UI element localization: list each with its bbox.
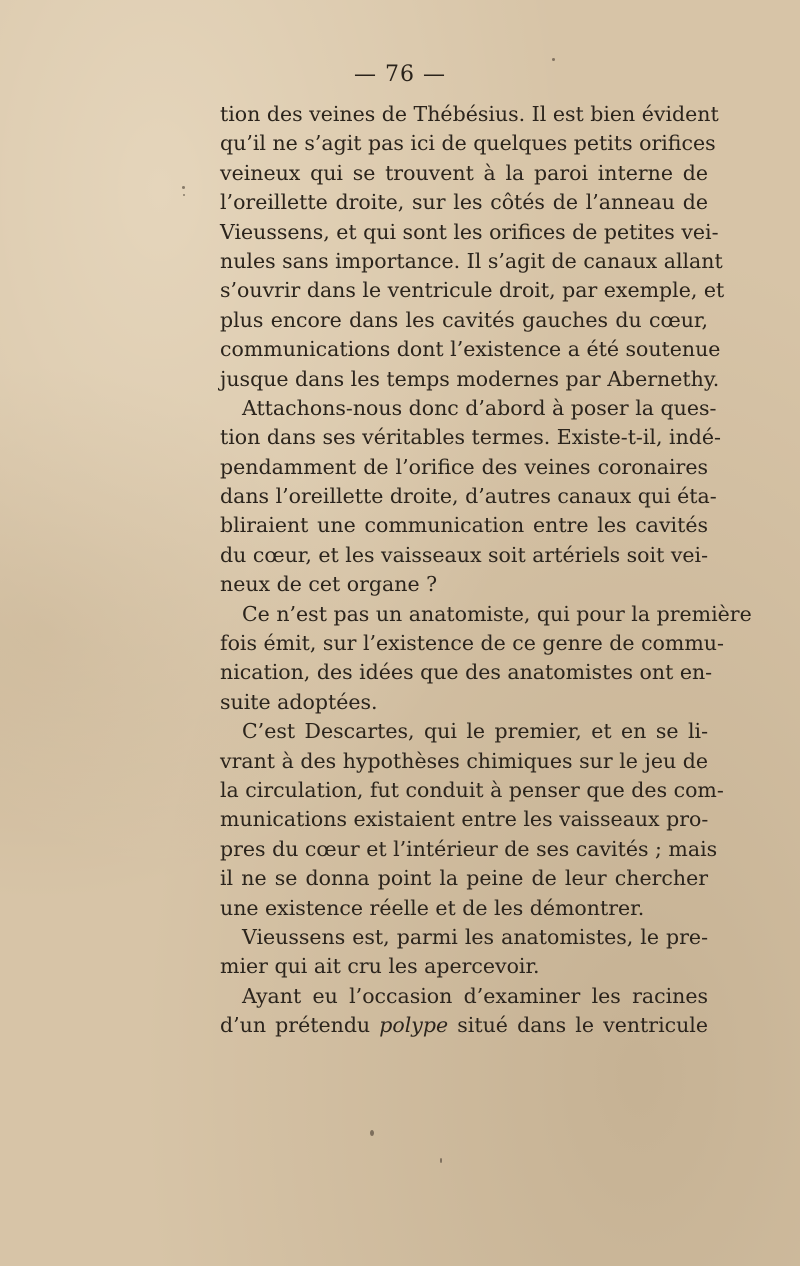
text-line: bliraient une communication entre les cavités (220, 513, 708, 538)
text-line: dans l’oreillette droite, d’autres canaux qui éta- (220, 484, 717, 509)
body-text (220, 100, 752, 1041)
text-line: pres du cœur et l’intérieur de ses cavités ; mais (220, 836, 718, 861)
text-line: Ayant eu l’occasion d’examiner les racines (242, 983, 708, 1008)
text-line: il ne se donna point la peine de leur chercher (220, 866, 708, 891)
text-line: tion dans ses véritables termes. Existe-t-il, indé- (220, 425, 721, 450)
text-line: veineux qui se trouvent à la paroi interne de (220, 160, 708, 185)
text-line: plus encore dans les cavités gauches du cœur, (220, 307, 708, 332)
text-line: Vieussens est, parmi les anatomistes, le pre- (242, 924, 708, 949)
text-line: neux de cet organe ? (220, 572, 438, 597)
text-line: jusque dans les temps modernes par Abernethy. (220, 366, 720, 391)
text-line: communications dont l’existence a été soutenue (220, 337, 721, 362)
text-line: munications existaient entre les vaisseaux pro- (220, 807, 709, 832)
text-line: du cœur, et les vaisseaux soit artériels soit vei- (220, 542, 709, 567)
page-number: — 76 — (354, 62, 446, 87)
text-line: nules sans importance. Il s’agit de canaux allant (220, 248, 723, 273)
paper-speck (182, 186, 185, 189)
text-line: Attachons-nous donc d’abord à poser la ques- (242, 395, 717, 420)
paper-speck (370, 1130, 374, 1136)
italic-word: polype (379, 1013, 449, 1038)
paper-speck (440, 1158, 442, 1163)
text-line: pendamment de l’orifice des veines coronaires (220, 454, 708, 479)
text-line: Ce n’est pas un anatomiste, qui pour la première (242, 601, 752, 626)
paper-speck (552, 58, 555, 61)
text-line: tion des veines de Thébésius. Il est bien évident (220, 102, 719, 126)
text-line: vrant à des hypothèses chimiques sur le jeu de (220, 748, 708, 773)
text-segment: d’un prétendu (220, 1013, 380, 1038)
text-line: s’ouvrir dans le ventricule droit, par exemple, et (220, 278, 725, 303)
paper-speck (183, 194, 185, 196)
text-line: l’oreillette droite, sur les côtés de l’anneau de (220, 190, 708, 215)
text-line: mier qui ait cru les apercevoir. (220, 954, 540, 979)
text-line: fois émit, sur l’existence de ce genre de commu- (220, 631, 724, 656)
text-line: Vieussens, et qui sont les orifices de petites vei- (220, 219, 719, 244)
text-line: nication, des idées que des anatomistes ont en- (220, 660, 713, 685)
text-line: une existence réelle et de les démontrer. (220, 895, 645, 920)
text-line: C’est Descartes, qui le premier, et en se li- (242, 719, 708, 744)
text-line: qu’il ne s’agit pas ici de quelques petits orifices (220, 131, 716, 156)
text-line (220, 1011, 708, 1040)
text-line: suite adoptées. (220, 689, 378, 714)
text-line: la circulation, fut conduit à penser que des com- (220, 777, 724, 802)
text-segment: situé dans le ventricule (448, 1013, 708, 1038)
